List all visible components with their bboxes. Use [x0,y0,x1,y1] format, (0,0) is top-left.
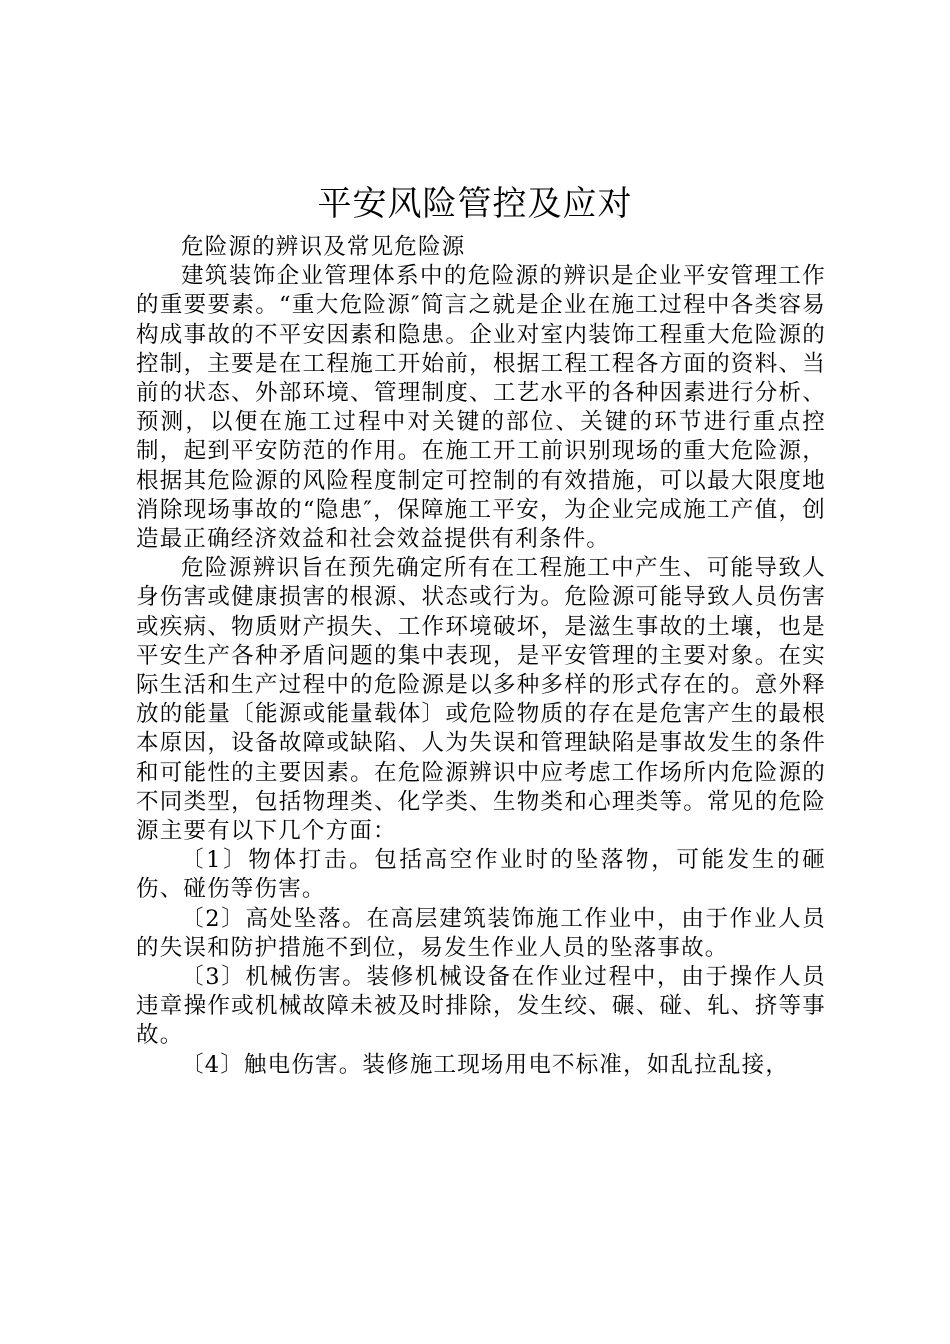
section-heading: 危险源的辨识及常见危险源 [181,234,466,260]
paragraph: 建筑装饰企业管理体系中的危险源的辨识是企业平安管理工作的重要要素。“重大危险源″简言之就是企业在施工过程中各类容易构成事故的不平安因素和隐患。企业对室内装饰工程重大危险源的控制，主要是在工程施工开始前，根据工程工程各方面的资料、当前的状态、外部环境、管理制度、工艺水平的各种因素进行分析、预测，以便在施工过程中对关键的部位、关键的环节进行重点控制，起到平安防范的作用。在施工开工前识别现场的重大危险源，根据其危险源的风险程度制定可控制的有效措施，可以最大限度地消除现场事故的“隐患″，保障施工平安，为企业完成施工产值，创造最正确经济效益和社会效益提供有利条件。 [136,263,826,553]
list-item: 〔4〕触电伤害。装修施工现场用电不标准，如乱拉乱接， [181,1051,790,1078]
list-item: 〔1〕物体打击。包括高空作业时的坠落物，可能发生的砸伤、碰伤等伤害。 [136,847,826,903]
document-body [136,233,826,1080]
list-item: 〔2〕高处坠落。在高层建筑装饰施工作业中，由于作业人员的失误和防护措施不到位，易发生作业人员的坠落事故。 [136,905,826,961]
paragraph: 危险源辨识旨在预先确定所有在工程施工中产生、可能导致人身伤害或健康损害的根源、状态或行为。危险源可能导致人员伤害或疾病、物质财产损失、工作环境破坏，是滋生事故的土壤，也是平安生产各种矛盾问题的集中表现，是平安管理的主要对象。在实际生活和生产过程中的危险源是以多种多样的形式存在的。意外释放的能量〔能源或能量载体〕或危险物质的存在是危害产生的最根本原因，设备故障或缺陷、人为失误和管理缺陷是事故发生的条件和可能性的主要因素。在危险源辨识中应考虑工作场所内危险源的不同类型，包括物理类、化学类、生物类和心理类等。常见的危险源主要有以下几个方面： [136,555,826,845]
list-item: 〔3〕机械伤害。装修机械设备在作业过程中，由于操作人员违章操作或机械故障未被及时排除，发生绞、碾、碰、轧、挤等事故。 [136,964,826,1049]
document-title: 平安风险管控及应对 [317,184,633,224]
